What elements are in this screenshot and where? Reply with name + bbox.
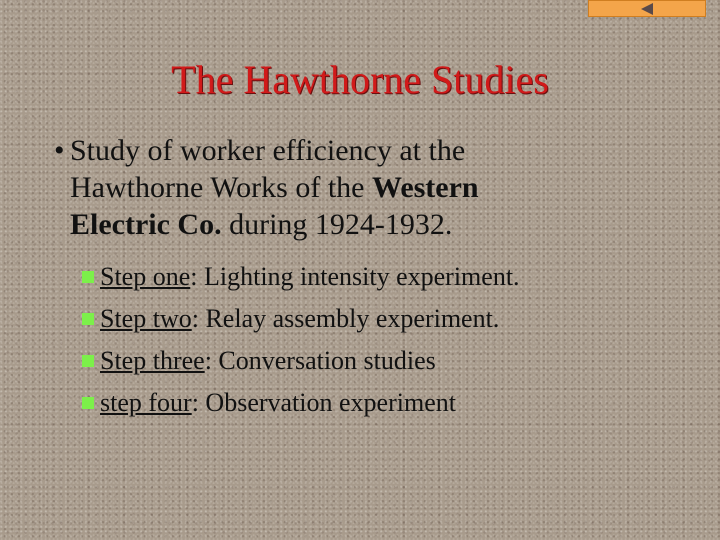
back-arrow-icon [641, 3, 653, 15]
step-description: : Observation experiment [191, 388, 456, 417]
step-item [82, 298, 520, 340]
step-item [82, 340, 520, 382]
bullet-dot-icon: • [54, 134, 65, 167]
step-description: : Conversation studies [204, 346, 436, 375]
step-four-link[interactable]: step four [100, 388, 192, 417]
step-description: : Lighting intensity experiment. [190, 262, 520, 291]
square-bullet-icon [82, 397, 94, 409]
step-one-link[interactable]: Step one [100, 262, 191, 291]
step-item [82, 256, 520, 298]
slide-title: The Hawthorne Studies [171, 57, 549, 102]
main-bullet-bold: Western Electric Co. [70, 171, 479, 241]
step-description: : Relay assembly experiment. [191, 304, 500, 333]
main-bullet [54, 132, 574, 243]
square-bullet-icon [82, 271, 94, 283]
step-three-link[interactable]: Step three [100, 346, 205, 375]
square-bullet-icon [82, 355, 94, 367]
main-bullet-text-1: Study of worker efficiency at the Hawthorne Works of the [70, 134, 466, 204]
step-two-link[interactable]: Step two [100, 304, 192, 333]
main-bullet-text-2: during 1924-1932. [221, 208, 453, 241]
back-button[interactable] [588, 0, 706, 17]
steps-list [82, 256, 520, 424]
square-bullet-icon [82, 313, 94, 325]
main-bullet-text [54, 132, 574, 243]
step-item [82, 382, 520, 424]
